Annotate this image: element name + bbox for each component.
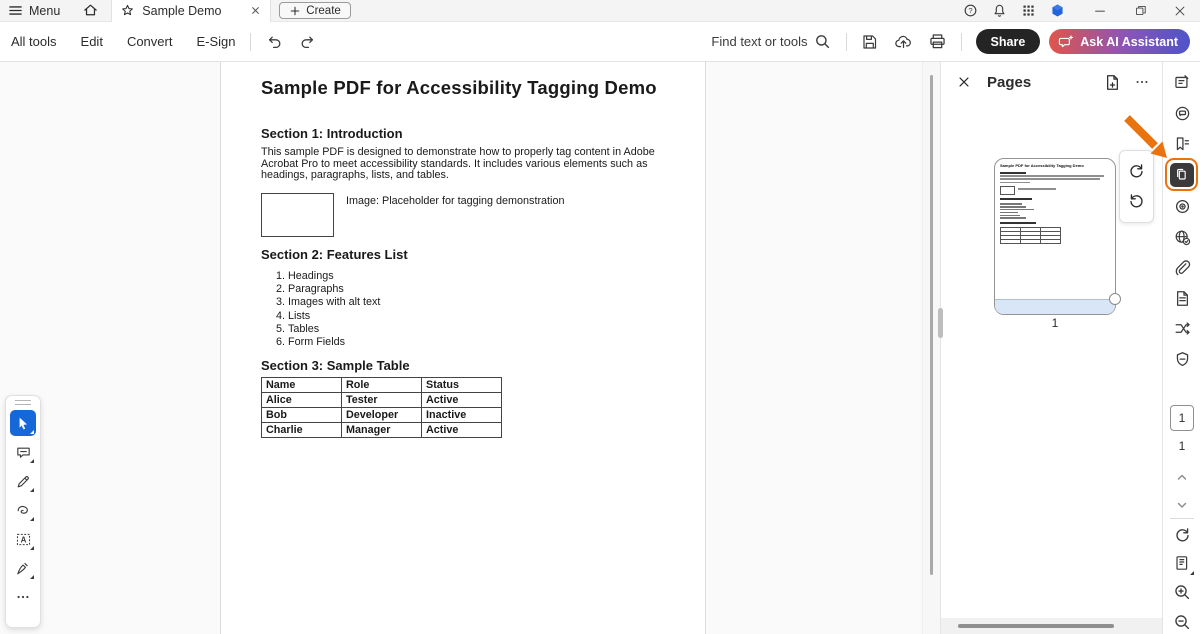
table-header-row bbox=[262, 378, 502, 393]
table-cell: Tester bbox=[342, 393, 422, 408]
document-scrollbar-thumb[interactable] bbox=[930, 75, 933, 575]
mini-heading bbox=[1000, 222, 1036, 224]
sample-table bbox=[261, 377, 502, 438]
rotate-clockwise-icon[interactable] bbox=[1127, 162, 1146, 181]
table-header-cell: Name bbox=[262, 378, 342, 393]
table-row bbox=[262, 393, 502, 408]
toolbar-divider bbox=[846, 33, 847, 51]
page-thumbnail[interactable] bbox=[994, 158, 1116, 315]
table-cell: Active bbox=[422, 423, 502, 438]
mini-text-line bbox=[1000, 178, 1100, 180]
svg-text:?: ? bbox=[967, 6, 973, 16]
pdf-content bbox=[221, 62, 705, 438]
panel-overflow-icon[interactable] bbox=[1134, 74, 1150, 90]
ai-assistant-label: Ask AI Assistant bbox=[1080, 34, 1178, 49]
notifications-icon[interactable] bbox=[991, 3, 1007, 19]
thumbnail-resize-handle[interactable] bbox=[1109, 293, 1121, 305]
previous-page-chevron-icon[interactable] bbox=[1171, 466, 1193, 488]
signature-pen-icon bbox=[15, 560, 32, 577]
pdf-page[interactable] bbox=[220, 62, 706, 634]
list-item: 1. Headings bbox=[288, 270, 705, 282]
title-bar bbox=[0, 0, 1200, 22]
pages-panel-hscrollbar-thumb[interactable] bbox=[958, 624, 1114, 628]
panel-resize-handle[interactable] bbox=[938, 308, 943, 338]
mini-list bbox=[1000, 203, 1110, 218]
pages-panel-title: Pages bbox=[987, 73, 1032, 91]
nav-esign[interactable]: E-Sign bbox=[196, 34, 236, 49]
list-item: 6. Form Fields bbox=[288, 336, 705, 348]
list-item: 5. Tables bbox=[288, 323, 705, 335]
more-tools-button[interactable] bbox=[10, 584, 36, 610]
drag-handle-icon[interactable] bbox=[15, 400, 31, 405]
mini-image-row bbox=[1000, 186, 1110, 195]
page-number-input[interactable] bbox=[1170, 405, 1194, 431]
text-select-box-icon bbox=[15, 531, 32, 548]
pages-panel-header bbox=[941, 62, 1162, 102]
features-list bbox=[261, 270, 705, 348]
comments-icon[interactable] bbox=[1171, 102, 1193, 124]
window-controls bbox=[1092, 3, 1188, 19]
edit-note-icon[interactable] bbox=[1171, 71, 1193, 93]
save-icon[interactable] bbox=[861, 33, 879, 51]
svg-text:A: A bbox=[20, 534, 26, 544]
home-button[interactable] bbox=[70, 0, 111, 21]
security-badge-icon[interactable] bbox=[1171, 348, 1193, 370]
ellipsis-icon bbox=[15, 589, 31, 605]
plus-icon bbox=[289, 5, 301, 17]
menu-button[interactable] bbox=[0, 0, 70, 21]
image-caption: Image: Placeholder for tagging demonstration bbox=[346, 194, 565, 207]
tab-close-icon[interactable] bbox=[249, 4, 262, 17]
rotate-counterclockwise-icon[interactable] bbox=[1127, 192, 1146, 211]
add-comment-tool-button[interactable] bbox=[10, 439, 36, 465]
help-icon[interactable] bbox=[962, 3, 978, 19]
table-header-cell: Role bbox=[342, 378, 422, 393]
page-thumbnail-preview bbox=[1000, 164, 1110, 294]
ask-ai-assistant-button[interactable] bbox=[1049, 29, 1190, 54]
squiggle-icon bbox=[15, 502, 32, 519]
document-canvas[interactable] bbox=[0, 62, 922, 634]
section2-heading: Section 2: Features List bbox=[261, 246, 408, 262]
home-icon bbox=[82, 2, 99, 19]
image-placeholder-box bbox=[261, 193, 334, 237]
list-item: 2. Paragraphs bbox=[288, 283, 705, 295]
close-panel-icon[interactable] bbox=[957, 75, 971, 89]
highlight-tool-button[interactable] bbox=[10, 468, 36, 494]
tab-title: Sample Demo bbox=[142, 3, 222, 18]
share-button[interactable] bbox=[976, 29, 1041, 54]
quick-tools-panel bbox=[5, 395, 41, 628]
print-icon[interactable] bbox=[928, 32, 947, 51]
close-window-icon[interactable] bbox=[1172, 3, 1188, 19]
pages-icon bbox=[1174, 167, 1189, 182]
document-form-icon[interactable] bbox=[1171, 287, 1193, 309]
total-pages-label: 1 bbox=[1178, 439, 1186, 453]
cursor-arrow-icon bbox=[15, 415, 31, 431]
mini-table bbox=[1000, 227, 1061, 244]
apps-grid-icon[interactable] bbox=[1020, 3, 1036, 19]
table-cell: Alice bbox=[262, 393, 342, 408]
section1-body: This sample PDF is designed to demonstrate how to properly tag content in Adobe Acrobat Pro to meet accessibility standards. It includes various elements such as headings, paragraphs, lists, and tables. bbox=[261, 146, 655, 182]
pages-panel bbox=[940, 62, 1162, 634]
menu-label: Menu bbox=[29, 3, 61, 18]
rail-divider bbox=[1170, 518, 1194, 519]
pages-panel-actions bbox=[1103, 73, 1150, 92]
table-cell: Active bbox=[422, 393, 502, 408]
rotate-controls bbox=[1119, 150, 1154, 223]
right-rail bbox=[1162, 62, 1200, 634]
nav-all-tools[interactable]: All tools bbox=[11, 34, 57, 49]
page-thumbnails-button-active[interactable] bbox=[1165, 158, 1198, 191]
zoom-out-icon[interactable] bbox=[1171, 611, 1193, 633]
fill-sign-tool-button[interactable] bbox=[10, 555, 36, 581]
document-tab[interactable] bbox=[111, 0, 271, 22]
find-tool[interactable] bbox=[711, 33, 831, 51]
redo-icon[interactable] bbox=[299, 33, 317, 51]
table-header-cell: Status bbox=[422, 378, 502, 393]
file-action-icons bbox=[861, 32, 947, 51]
table-cell: Charlie bbox=[262, 423, 342, 438]
toolbar-divider bbox=[961, 33, 962, 51]
mini-heading bbox=[1000, 198, 1032, 200]
table-row bbox=[262, 423, 502, 438]
insert-page-icon[interactable] bbox=[1103, 73, 1122, 92]
order-icon[interactable] bbox=[1171, 317, 1193, 339]
create-label: Create bbox=[306, 4, 341, 17]
minimize-icon[interactable] bbox=[1092, 3, 1108, 19]
title-bar-left bbox=[0, 0, 351, 21]
mini-image-box bbox=[1000, 186, 1015, 195]
next-page-chevron-icon[interactable] bbox=[1171, 494, 1193, 516]
section3-heading: Section 3: Sample Table bbox=[261, 358, 410, 374]
history-controls bbox=[265, 33, 317, 51]
active-tool-background bbox=[1170, 163, 1194, 187]
select-text-tool-button[interactable] bbox=[10, 526, 36, 552]
ai-chat-icon bbox=[1058, 34, 1074, 50]
share-label: Share bbox=[990, 34, 1026, 49]
creative-cloud-logo-icon[interactable] bbox=[1049, 3, 1065, 19]
mini-text-line bbox=[1000, 175, 1104, 177]
title-bar-right bbox=[962, 3, 1200, 19]
toolbar-divider bbox=[250, 33, 251, 51]
list-item: 3. Images with alt text bbox=[288, 296, 705, 308]
table-cell: Manager bbox=[342, 423, 422, 438]
table-cell: Developer bbox=[342, 408, 422, 423]
document-scrollbar[interactable] bbox=[922, 62, 940, 634]
upload-cloud-icon[interactable] bbox=[894, 32, 913, 51]
thumbnail-page-number: 1 bbox=[1051, 316, 1059, 330]
mini-heading bbox=[1000, 172, 1026, 174]
thumbnail-selection-band[interactable] bbox=[995, 299, 1115, 314]
nav-edit[interactable]: Edit bbox=[80, 34, 103, 49]
comment-bubble-icon bbox=[15, 444, 32, 461]
globe-check-icon[interactable] bbox=[1171, 226, 1193, 248]
find-placeholder-text: Find text or tools bbox=[711, 34, 808, 49]
star-icon[interactable] bbox=[120, 3, 135, 18]
toolbar-nav bbox=[0, 34, 236, 49]
hamburger-icon bbox=[8, 3, 23, 18]
toolbar-right bbox=[711, 29, 1200, 54]
destinations-icon[interactable] bbox=[1171, 195, 1193, 217]
create-button[interactable] bbox=[279, 2, 351, 19]
bookmarks-icon[interactable] bbox=[1171, 133, 1193, 155]
undo-icon[interactable] bbox=[265, 33, 283, 51]
table-cell: Bob bbox=[262, 408, 342, 423]
table-row bbox=[262, 408, 502, 423]
search-icon[interactable] bbox=[814, 33, 832, 51]
rotate-view-icon[interactable] bbox=[1171, 524, 1193, 546]
restore-icon[interactable] bbox=[1132, 3, 1148, 19]
mini-caption bbox=[1018, 188, 1056, 190]
pencil-icon bbox=[15, 473, 32, 490]
list-item: 4. Lists bbox=[288, 310, 705, 322]
pdf-title: Sample PDF for Accessibility Tagging Demo bbox=[261, 77, 657, 98]
attachments-icon[interactable] bbox=[1171, 257, 1193, 279]
pages-panel-hscrollbar[interactable] bbox=[941, 618, 1162, 634]
draw-tool-button[interactable] bbox=[10, 497, 36, 523]
page-display-options-icon[interactable] bbox=[1171, 552, 1193, 574]
zoom-in-icon[interactable] bbox=[1171, 581, 1193, 603]
mini-text-line bbox=[1000, 182, 1030, 184]
image-row bbox=[261, 193, 705, 237]
section1-heading: Section 1: Introduction bbox=[261, 126, 403, 141]
main-toolbar bbox=[0, 22, 1200, 62]
nav-convert[interactable]: Convert bbox=[126, 34, 173, 49]
select-tool-button[interactable] bbox=[10, 410, 36, 436]
table-cell: Inactive bbox=[422, 408, 502, 423]
mini-title: Sample PDF for Accessibility Tagging Demo bbox=[1000, 164, 1084, 168]
